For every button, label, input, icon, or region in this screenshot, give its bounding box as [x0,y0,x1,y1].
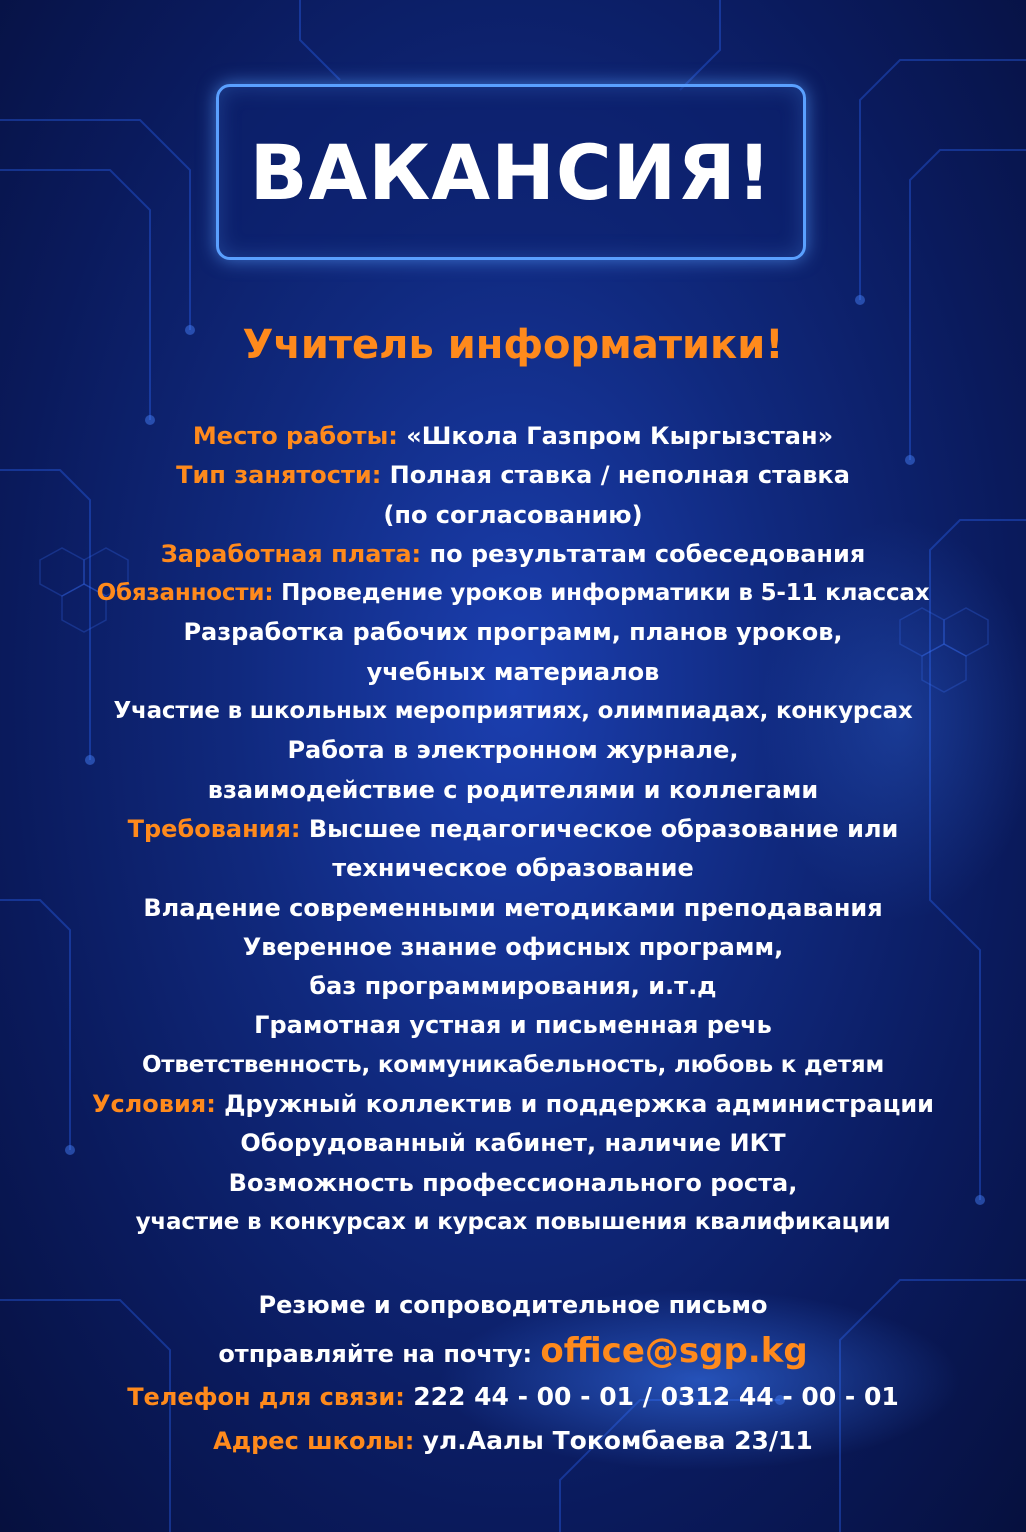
duties-line [0,574,1026,613]
workplace-value: «Школа Газпром Кыргызстан» [406,422,834,450]
requirement-item: Владение современными методиками преподавания [143,893,883,922]
requirements-line [0,810,1026,849]
condition-item: участие в конкурсах и курсах повышения квалификации [135,1208,891,1235]
salary-value: по результатам собеседования [429,539,866,568]
duties-label: Обязанности: [96,580,274,607]
workplace-label: Место работы: [192,422,398,450]
salary-label: Заработная плата: [160,539,422,568]
workplace-line [0,417,1026,456]
requirement-item: Грамотная устная и письменная речь [254,1011,772,1040]
phone-line [0,1375,1026,1419]
requirement-item: Ответственность, коммуникабельность, любовь к детям [141,1051,885,1078]
address-line [0,1419,1026,1463]
salary-line [0,535,1026,574]
employment-label: Тип занятости: [176,461,382,490]
vacancy-details [0,417,1026,1242]
title-frame [216,84,806,260]
send-text: отправляйте на почту: [218,1340,533,1368]
requirement-item: Высшее педагогическое образование или [308,814,899,843]
phone-label: Телефон для связи: [127,1383,405,1411]
conditions-label: Условия: [91,1090,216,1119]
condition-item: Дружный коллектив и поддержка администрации [224,1090,934,1119]
employment-line [0,456,1026,495]
address-value: ул.Аалы Токомбаева 23/11 [422,1426,813,1455]
condition-item: Оборудованный кабинет, наличие ИКТ [240,1129,786,1158]
requirement-item: техническое образование [332,854,694,883]
duty-item: Разработка рабочих программ, планов уроков, [183,618,843,647]
position-title: Учитель информатики! [242,322,784,368]
conditions-line [0,1085,1026,1124]
duty-item: Работа в электронном журнале, [287,736,739,765]
resume-line: Резюме и сопроводительное письмо [258,1291,768,1319]
duty-item: Проведение уроков информатики в 5-11 классах [281,580,930,607]
requirement-item: баз программирования, и.т.д [309,972,717,1001]
duty-item: учебных материалов [366,657,660,686]
requirement-item: Уверенное знание офисных программ, [242,932,784,961]
page-title: ВАКАНСИЯ! [249,127,773,217]
requirements-label: Требования: [127,814,301,843]
condition-item: Возможность профессионального роста, [228,1168,798,1197]
email-link[interactable]: office@sgp.kg [540,1331,808,1371]
duty-item: взаимодействие с родителями и коллегами [207,775,819,804]
send-line [0,1327,1026,1375]
employment-value: Полная ставка / неполная ставка [389,461,850,490]
contacts-block [0,1283,1026,1463]
phone-value[interactable]: 222 44 - 00 - 01 / 0312 44 - 00 - 01 [413,1382,899,1411]
employment-note: (по согласованию) [383,500,643,529]
address-label: Адрес школы: [213,1427,415,1455]
duty-item: Участие в школьных мероприятиях, олимпиадах, конкурсах [113,698,913,725]
